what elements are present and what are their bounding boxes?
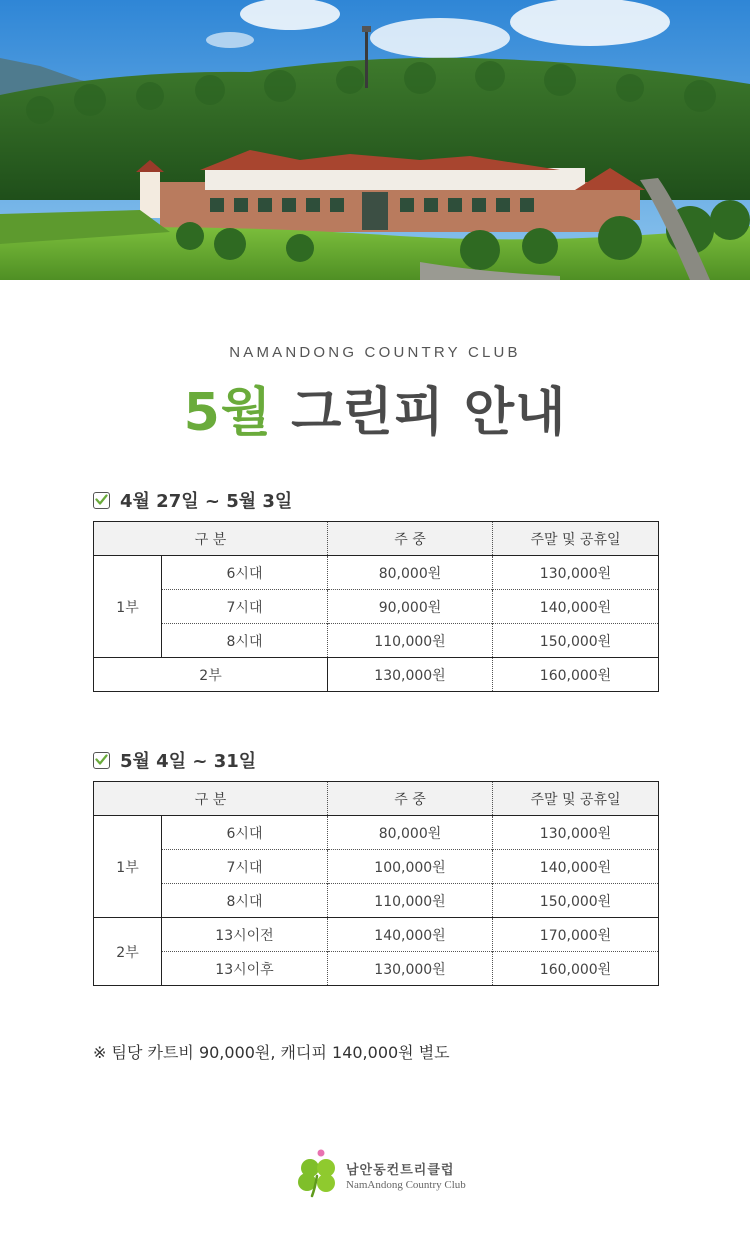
weekend-cell: 130,000원 <box>493 556 659 590</box>
section1-header <box>93 487 292 513</box>
section2-header <box>93 747 256 773</box>
title-accent: 5월 <box>183 383 273 443</box>
weekend-cell: 160,000원 <box>493 952 659 986</box>
col-weekend: 주말 및 공휴일 <box>493 522 659 556</box>
table-row <box>94 884 659 918</box>
table-row <box>94 658 659 692</box>
club-subtitle: NAMANDONG COUNTRY CLUB <box>229 344 521 361</box>
table-row <box>94 850 659 884</box>
logo-english: NamAndong Country Club <box>346 1179 466 1191</box>
extra-fee-note: ※ 팀당 카트비 90,000원, 캐디피 140,000원 별도 <box>93 1043 450 1062</box>
time-cell: 6시대 <box>162 816 328 850</box>
check-icon <box>93 492 110 509</box>
title-rest: 그린피 안내 <box>272 383 567 443</box>
weekday-cell: 130,000원 <box>328 658 493 692</box>
table-row <box>94 816 659 850</box>
time-cell: 8시대 <box>162 884 328 918</box>
hero-image <box>0 0 750 280</box>
table-row <box>94 918 659 952</box>
weekend-cell: 170,000원 <box>493 918 659 952</box>
page-title <box>0 370 750 445</box>
time-cell: 13시이전 <box>162 918 328 952</box>
col-category: 구 분 <box>94 522 328 556</box>
time-cell: 7시대 <box>162 590 328 624</box>
time-cell: 6시대 <box>162 556 328 590</box>
weekend-cell: 140,000원 <box>493 850 659 884</box>
weekday-cell: 100,000원 <box>328 850 493 884</box>
col-weekday: 주 중 <box>328 522 493 556</box>
part-label: 1부 <box>94 816 162 918</box>
section2-title: 5월 4일 ~ 31일 <box>120 751 257 772</box>
weekday-cell: 130,000원 <box>328 952 493 986</box>
time-cell: 7시대 <box>162 850 328 884</box>
part-label: 1부 <box>94 556 162 658</box>
logo-korean: 남안동컨트리클럽 <box>346 1163 455 1178</box>
table-row <box>94 624 659 658</box>
col-weekday: 주 중 <box>328 782 493 816</box>
club-logo <box>296 1148 466 1202</box>
fee-table-1 <box>93 521 659 692</box>
fee-table-2 <box>93 781 659 986</box>
weekday-cell: 90,000원 <box>328 590 493 624</box>
weekday-cell: 80,000원 <box>328 556 493 590</box>
weekday-cell: 110,000원 <box>328 884 493 918</box>
weekend-cell: 160,000원 <box>493 658 659 692</box>
table-row <box>94 556 659 590</box>
weekend-cell: 150,000원 <box>493 624 659 658</box>
time-cell: 8시대 <box>162 624 328 658</box>
col-category: 구 분 <box>94 782 328 816</box>
col-weekend: 주말 및 공휴일 <box>493 782 659 816</box>
part-label: 2부 <box>94 918 162 986</box>
weekend-cell: 130,000원 <box>493 816 659 850</box>
part-label: 2부 <box>94 658 328 692</box>
table-row <box>94 952 659 986</box>
weekend-cell: 140,000원 <box>493 590 659 624</box>
clover-logo-icon <box>296 1148 340 1202</box>
check-icon <box>93 752 110 769</box>
section1-title: 4월 27일 ~ 5월 3일 <box>120 491 293 512</box>
time-cell: 13시이후 <box>162 952 328 986</box>
weekday-cell: 140,000원 <box>328 918 493 952</box>
weekday-cell: 80,000원 <box>328 816 493 850</box>
table-row <box>94 590 659 624</box>
weekday-cell: 110,000원 <box>328 624 493 658</box>
weekend-cell: 150,000원 <box>493 884 659 918</box>
